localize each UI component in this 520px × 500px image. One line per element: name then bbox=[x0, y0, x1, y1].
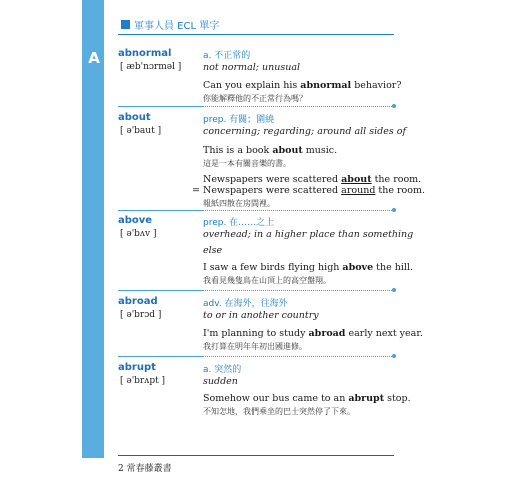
headword: above bbox=[118, 215, 153, 226]
header-title: 軍事人員 ECL 單字 bbox=[134, 20, 220, 32]
definition: sudden bbox=[203, 376, 238, 387]
phonetic: [ ə'brɔd ] bbox=[120, 310, 162, 320]
phonetic: [ ə'bʌv ] bbox=[120, 229, 157, 239]
series-name: 常春藤叢書 bbox=[126, 464, 172, 474]
entry-divider bbox=[118, 290, 394, 291]
part-of-speech: prep. 在……之上 bbox=[203, 218, 275, 228]
definition: not normal; unusual bbox=[203, 62, 301, 73]
example-translation: 我看見幾隻鳥在山頂上的高空盤翔。 bbox=[203, 276, 331, 285]
section-tab bbox=[82, 0, 104, 458]
example-sentence: Somehow our bus came to an abrupt stop. bbox=[203, 393, 411, 404]
part-of-speech: prep. 有關；圍繞 bbox=[203, 115, 275, 125]
footer-rule bbox=[118, 455, 394, 456]
phonetic: [ ə'baut ] bbox=[120, 126, 162, 136]
entry-divider bbox=[118, 106, 394, 107]
entry-divider bbox=[118, 210, 394, 211]
page-header bbox=[121, 16, 219, 32]
example-sentence: I'm planning to study abroad early next year. bbox=[203, 328, 423, 339]
page-number: 2 bbox=[118, 464, 124, 474]
example-translation: 我打算在明年年初出國進修。 bbox=[203, 342, 307, 351]
example-translation: 不知怎地，我們乘坐的巴士突然停了下來。 bbox=[203, 407, 355, 416]
definition: overhead; in a higher place than something bbox=[203, 229, 414, 240]
part-of-speech: adv. 在海外，往海外 bbox=[203, 299, 288, 309]
definition: to or in another country bbox=[203, 310, 319, 321]
part-of-speech: a. 突然的 bbox=[203, 365, 242, 375]
example-translation: 你能解釋他的不正常行為嗎？ bbox=[203, 94, 307, 103]
example-sentence: I saw a few birds flying high above the hill. bbox=[203, 262, 413, 273]
headword: abnormal bbox=[118, 48, 172, 59]
header-rule bbox=[118, 34, 394, 35]
example-sentence: Newspapers were scattered about the room. bbox=[203, 174, 422, 185]
part-of-speech: a. 不正常的 bbox=[203, 51, 251, 61]
phonetic: [ æb'nɔrməl ] bbox=[120, 62, 182, 72]
example-sentence: This is a book about music. bbox=[203, 145, 338, 156]
equivalent-sentence: Newspapers were scattered around the room. bbox=[203, 185, 426, 196]
section-letter: A bbox=[88, 49, 100, 67]
definition-continued: else bbox=[203, 245, 223, 256]
equivalent-mark: = bbox=[192, 185, 200, 196]
definition: concerning; regarding; around all sides of bbox=[203, 126, 406, 137]
phonetic: [ ə'brʌpt ] bbox=[120, 376, 166, 386]
headword: abrupt bbox=[118, 362, 156, 373]
example-sentence: Can you explain his abnormal behavior? bbox=[203, 80, 402, 91]
page-footer bbox=[118, 461, 172, 474]
headword: abroad bbox=[118, 296, 158, 307]
header-square-icon bbox=[121, 20, 130, 29]
headword: about bbox=[118, 112, 151, 123]
example-translation: 報紙四散在房間裡。 bbox=[203, 199, 275, 208]
example-translation: 這是一本有關音樂的書。 bbox=[203, 159, 291, 168]
entry-divider bbox=[118, 356, 394, 357]
